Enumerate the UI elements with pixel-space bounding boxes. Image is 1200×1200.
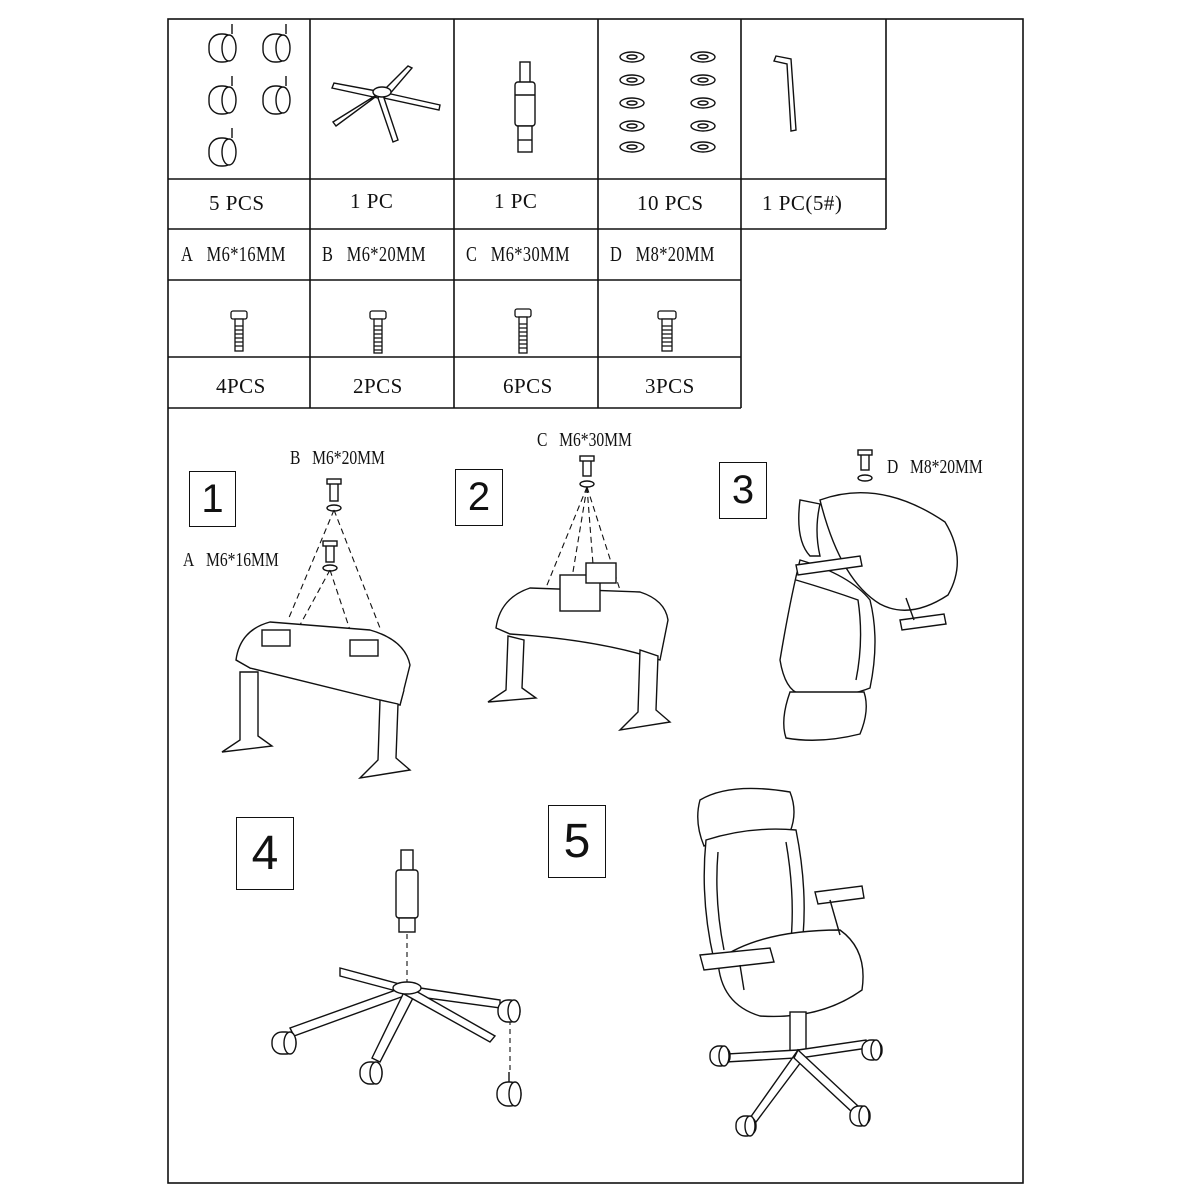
- step-3-number: 3: [719, 462, 767, 519]
- screw-qty-c: 6PCS: [503, 374, 553, 398]
- step-4-number: 4: [236, 817, 294, 890]
- step-2-callout-c-size: M6*30MM: [559, 429, 632, 451]
- screw-size-a: M6*16MM: [206, 242, 286, 266]
- step-5-number: 5: [548, 805, 606, 878]
- part-qty-casters: 5 PCS: [209, 191, 265, 215]
- screw-spec-d: [610, 242, 715, 267]
- step-1-callout-a-code: A: [183, 549, 195, 571]
- step-2-number: 2: [455, 469, 503, 526]
- part-qty-base: 1 PC: [350, 189, 394, 213]
- screw-code-d: D: [610, 242, 623, 266]
- part-qty-allen-key: 1 PC(5#): [762, 191, 843, 215]
- screw-code-c: C: [466, 242, 478, 266]
- screw-qty-d: 3PCS: [645, 374, 695, 398]
- screw-spec-b: [322, 242, 426, 267]
- screw-spec-a: [181, 242, 286, 267]
- step-1-callout-a-size: M6*16MM: [205, 549, 279, 571]
- screw-size-c: M6*30MM: [490, 242, 570, 266]
- part-qty-gas-lift: 1 PC: [494, 189, 538, 213]
- step-3-callout-d: [887, 456, 983, 479]
- step-2-callout-c-code: C: [537, 429, 548, 451]
- step-3-callout-d-code: D: [887, 456, 899, 478]
- screw-spec-c: [466, 242, 570, 267]
- step-1-callout-a: [183, 549, 279, 572]
- step-1-callout-b-code: B: [290, 447, 301, 469]
- step-1-callout-b: [290, 447, 385, 470]
- part-qty-washers: 10 PCS: [637, 191, 704, 215]
- screw-qty-a: 4PCS: [216, 374, 266, 398]
- screw-size-d: M8*20MM: [635, 242, 715, 266]
- step-3-callout-d-size: M8*20MM: [909, 456, 983, 478]
- screw-qty-b: 2PCS: [353, 374, 403, 398]
- screw-code-b: B: [322, 242, 334, 266]
- step-1-number: 1: [189, 471, 236, 527]
- screw-size-b: M6*20MM: [346, 242, 426, 266]
- screw-code-a: A: [181, 242, 194, 266]
- step-1-callout-b-size: M6*20MM: [312, 447, 385, 469]
- step-2-callout-c: [537, 429, 632, 452]
